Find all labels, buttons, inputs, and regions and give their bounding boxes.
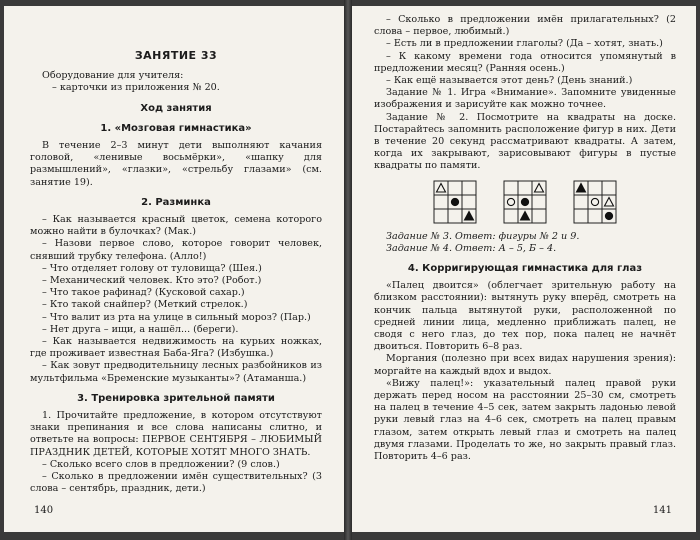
grid-cell — [434, 195, 448, 209]
right-page-content — [374, 14, 676, 463]
book-gutter — [344, 0, 352, 540]
section2-heading: 2. Разминка — [141, 196, 211, 208]
circle-outline-icon — [591, 198, 598, 205]
exercise-see-finger: «Вижу палец!»: указательный палец правой руки держать перед носом на расстоянии 25–30 см, смотреть на палец в течение 4–5 сек, затем закрыть ладонью левой руки левый глаз на 4–6 сек, смотреть на палец правым глазом, затем открыть левый глаз и смотреть на палец двумя глазами. Проделать то же, но закрыть правый глаз. Повторить 4–6 раз. — [374, 377, 676, 463]
grid-cell — [588, 181, 602, 195]
triangle-outline-icon — [437, 183, 446, 192]
warmup-line: – Кто такой снайпер? (Меткий стрелок.) — [42, 299, 248, 311]
section3-text: 1. Прочитайте предложение, в котором отсутствуют знаки препинания и все слова написаны слитно, и ответьте на вопросы: ПЕРВОЕ СЕНТЯБРЯ – ЛЮБИМЫЙ ПРАЗДНИК ДЕТЕЙ, КОТОРЫЕ ХОТЯТ МНОГО ЗНАТЬ. — [30, 410, 322, 458]
triangle-filled-icon — [521, 211, 530, 220]
circle-outline-icon — [507, 198, 514, 205]
page-number-left: 140 — [34, 505, 54, 516]
question-line: – Как ещё называется этот день? (День знаний.) — [386, 75, 633, 87]
question-line: – Сколько в предложении имён прилагательных? (2 слова – первое, любимый.) — [374, 14, 676, 38]
grid-cell — [532, 195, 546, 209]
grid-cell — [448, 209, 462, 223]
grid-cell — [504, 181, 518, 195]
figure-grid — [432, 179, 478, 225]
grid-cell — [434, 209, 448, 223]
figure-grid — [572, 179, 618, 225]
task-2: Задание № 2. Посмотрите на квадраты на доске. Постарайтесь запомнить расположение фигур в них. Дети в течение 20 секунд рассматривают квадраты. А затем, когда их закрывают, зарисовывают фигуры в пустые квадраты по памяти. — [374, 111, 676, 172]
grid-cell — [532, 209, 546, 223]
warmup-line: – Как называется красный цветок, семена которого можно найти в булочках? (Мак.) — [30, 214, 322, 238]
section3-heading: 3. Тренировка зрительной памяти — [77, 392, 275, 404]
warmup-line: – Нет друга – ищи, а нашёл... (береги). — [42, 323, 239, 335]
section3-question-2: – Сколько в предложении имён существительных? (3 слова – сентябрь, праздник, дети.) — [30, 471, 322, 495]
figure-grids — [374, 179, 676, 225]
page-number-right: 141 — [652, 505, 672, 516]
task-3: Задание № 3. Ответ: фигуры № 2 и 9. — [386, 230, 580, 242]
triangle-filled-icon — [465, 211, 474, 220]
exercise-finger-doubles: «Палец двоится» (облегчает зрительную работу на близком расстоянии): вытянуть руку вперёд, смотреть на кончик пальца вытянутой руки, расположенной по средней линии лица, медленно приближать палец, не сводя с него глаз, до тех пор, пока палец не начнёт двоиться. Повторить 6–8 раз. — [374, 280, 676, 353]
section3-question-1: – Сколько всего слов в предложении? (9 слов.) — [42, 458, 280, 470]
grid-cell — [504, 195, 518, 209]
warmup-list — [30, 214, 322, 385]
circle-filled-icon — [605, 212, 612, 219]
warmup-line: – Что валит из рта на улице в сильный мороз? (Пар.) — [42, 311, 311, 323]
equipment-label: Оборудование для учителя: — [42, 70, 184, 82]
question-line: – К какому времени года относится упомянутый в предложении месяц? (Ранняя осень.) — [374, 50, 676, 74]
section4-heading: 4. Корригирующая гимнастика для глаз — [407, 263, 643, 275]
warmup-line: – Что такое рафинад? (Кусковой сахар.) — [42, 287, 245, 299]
circle-filled-icon — [521, 198, 528, 205]
grid-cell — [574, 195, 588, 209]
lesson-title: ЗАНЯТИЕ 33 — [134, 49, 218, 62]
grid-cell — [462, 195, 476, 209]
circle-filled-icon — [451, 198, 458, 205]
grid-cell — [602, 181, 616, 195]
question-line: – Есть ли в предложении глаголы? (Да – хотят, знать.) — [386, 38, 663, 50]
triangle-outline-icon — [605, 197, 614, 206]
left-page — [4, 6, 344, 532]
grid-cell — [574, 209, 588, 223]
task-1: Задание № 1. Игра «Внимание». Запомните увиденные изображения и зарисуйте как можно точнее. — [374, 87, 676, 111]
left-page-content — [30, 50, 322, 496]
grid-cell — [588, 209, 602, 223]
warmup-line: – Как называется недвижимость на курьих ножках, где проживает известная Баба-Яга? (Избушка.) — [30, 336, 322, 360]
grid-cell — [518, 181, 532, 195]
grid-cell — [588, 195, 602, 209]
grid-cell — [448, 181, 462, 195]
task-4: Задание № 4. Ответ: А – 5, Б – 4. — [386, 242, 557, 254]
grid-cell — [462, 181, 476, 195]
warmup-line: – Назови первое слово, которое говорит человек, снявший трубку телефона. (Алло!) — [30, 238, 322, 262]
triangle-filled-icon — [577, 183, 586, 192]
figure-grid — [502, 179, 548, 225]
section1-heading: 1. «Мозговая гимнастика» — [100, 122, 252, 134]
lesson-heading: Ход занятия — [140, 102, 212, 114]
triangle-outline-icon — [535, 183, 544, 192]
section1-text: В течение 2–3 минут дети выполняют качания головой, «ленивые восьмёрки», «шапку для размышлений», «глазки», «стрельбу глазами» (см. занятие 19). — [30, 140, 322, 188]
right-page — [352, 6, 696, 532]
warmup-line: – Механический человек. Кто это? (Робот.) — [42, 275, 262, 287]
warmup-line: – Как зовут предводительницу лесных разбойников из мультфильма «Бременские музыканты»? (Атаманша.) — [30, 360, 322, 384]
warmup-line: – Что отделяет голову от туловища? (Шея.) — [42, 262, 262, 274]
exercise-blinking: Моргания (полезно при всех видах нарушения зрения): моргайте на каждый вдох и выдох. — [374, 353, 676, 377]
equipment-item: – карточки из приложения № 20. — [52, 82, 220, 94]
grid-cell — [504, 209, 518, 223]
